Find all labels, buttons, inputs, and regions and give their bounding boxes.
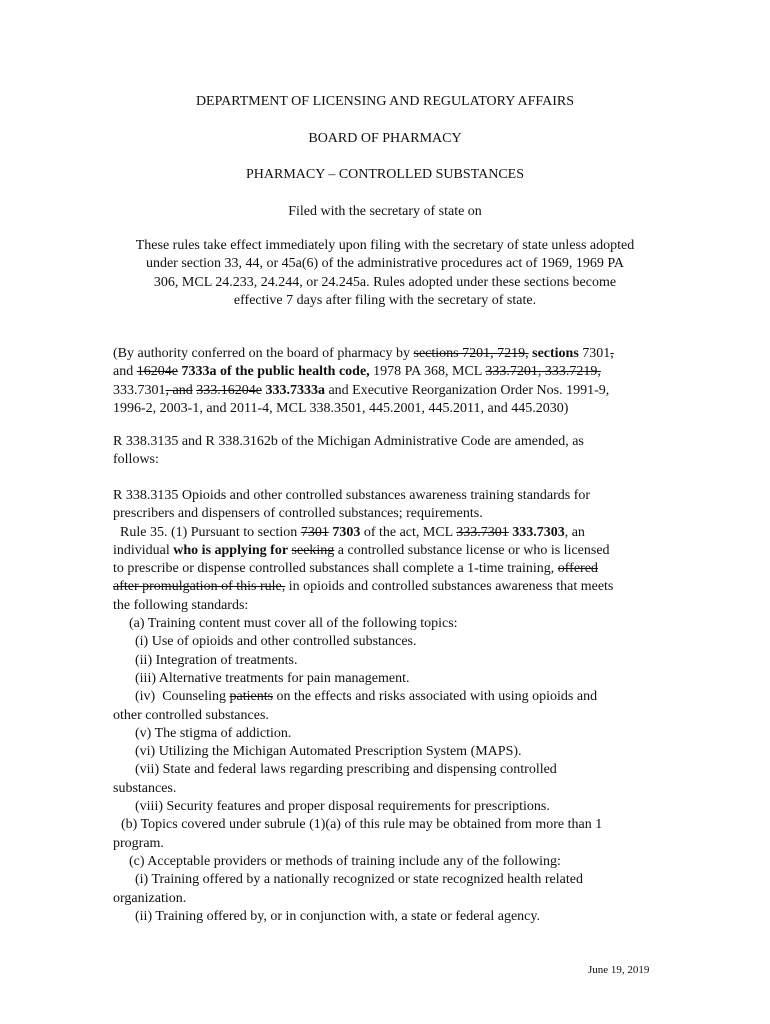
rule-section xyxy=(113,487,658,926)
topic-iv xyxy=(113,688,658,706)
deleted-text: 7301 xyxy=(300,524,329,540)
filed-line: Filed with the secretary of state on xyxy=(288,204,482,219)
added-text: 7333a of the public health code, xyxy=(177,364,370,380)
topic-iv-continued: other controlled substances. xyxy=(113,707,269,723)
added-text: 7303 xyxy=(328,524,361,540)
footer-date: June 19, 2019 xyxy=(588,964,650,976)
topic-a: (a) Training content must cover all of the following topics: xyxy=(129,616,458,632)
rule-text: Rule 35. (1) Pursuant to section xyxy=(113,524,301,540)
effective-line: 306, MCL 24.233, 24.244, or 24.245a. Rules adopted under these sections become xyxy=(153,274,617,290)
rule-text: to prescribe or dispense controlled substances shall complete a 1-time training, xyxy=(113,561,558,577)
deleted-text: 333.7201, 333.7219, xyxy=(485,364,601,380)
authority-line xyxy=(113,382,658,400)
subrule-c: (c) Acceptable providers or methods of training include any of the following: xyxy=(129,853,561,869)
effective-paragraph xyxy=(0,237,770,310)
authority-line xyxy=(113,363,658,381)
effective-line: These rules take effect immediately upon filing with the secretary of state unless adopted xyxy=(135,238,635,253)
subrule-b-continued: program. xyxy=(113,835,164,851)
added-text: 333.7333a xyxy=(261,382,325,398)
deleted-text: sections 7201, 7219, xyxy=(413,346,529,361)
authority-text: and xyxy=(113,364,137,380)
deleted-text: patients xyxy=(229,689,274,705)
authority-line: 1996-2, 2003-1, and 2011-4, MCL 338.3501, 445.2001, 445.2011, and 445.2030) xyxy=(113,400,569,416)
rule-body-line xyxy=(113,524,658,542)
added-text: 333.7303 xyxy=(508,524,565,540)
deleted-text: 333.7301 xyxy=(456,524,509,540)
subrule-c-i: (i) Training offered by a nationally recognized or state recognized health related xyxy=(135,872,583,888)
deleted-text: , and xyxy=(165,382,193,398)
subrule-b: (b) Topics covered under subrule (1)(a) of this rule may be obtained from more than 1 xyxy=(121,817,603,833)
rule-text: individual xyxy=(113,542,174,558)
topic-iii: (iii) Alternative treatments for pain management. xyxy=(135,670,410,686)
rule-body-line xyxy=(113,560,658,578)
deleted-text: , xyxy=(610,346,614,361)
subrule-c-i-continued: organization. xyxy=(113,890,187,906)
rule-text: a controlled substance license or who is licensed xyxy=(334,542,610,558)
rule-text: of the act, MCL xyxy=(360,524,457,540)
rule-body-line: the following standards: xyxy=(113,597,249,613)
topic-vi: (vi) Utilizing the Michigan Automated Prescription System (MAPS). xyxy=(135,744,522,760)
authority-text: 333.7301 xyxy=(113,382,166,398)
rule-text: , an xyxy=(564,524,585,540)
authority-text: and Executive Reorganization Order Nos. 1991-9, xyxy=(324,382,610,398)
authority-paragraph xyxy=(113,345,658,418)
subject-heading: PHARMACY – CONTROLLED SUBSTANCES xyxy=(245,167,524,182)
authority-text: (By authority conferred on the board of pharmacy by xyxy=(113,346,414,361)
amended-line: R 338.3135 and R 338.3162b of the Michigan Administrative Code are amended, as xyxy=(113,434,584,449)
subrule-c-ii: (ii) Training offered by, or in conjunction with, a state or federal agency. xyxy=(135,908,540,924)
effective-line: effective 7 days after filing with the secretary of state. xyxy=(233,292,537,308)
board-heading: BOARD OF PHARMACY xyxy=(308,131,462,146)
deleted-text: 333.16204e xyxy=(196,382,262,398)
deleted-text: after promulgation of this rule, xyxy=(113,579,286,595)
rule-body-line xyxy=(113,542,658,560)
rule-title-line: prescribers and dispensers of controlled substances; requirements. xyxy=(113,506,483,522)
topic-i: (i) Use of opioids and other controlled substances. xyxy=(135,634,417,650)
effective-line: under section 33, 44, or 45a(6) of the administrative procedures act of 1969, 1969 PA xyxy=(145,256,625,272)
rule-title-line: R 338.3135 Opioids and other controlled substances awareness training standards for xyxy=(113,488,591,503)
topic-text: (iv) Counseling xyxy=(135,689,230,705)
deleted-text: seeking xyxy=(291,542,335,558)
authority-line xyxy=(113,345,658,363)
deleted-text: offered xyxy=(557,561,598,577)
added-text: sections xyxy=(528,346,579,361)
topic-ii: (ii) Integration of treatments. xyxy=(135,652,298,668)
deleted-text: 16204e xyxy=(136,364,178,380)
amended-line: follows: xyxy=(113,452,159,468)
topic-viii: (viii) Security features and proper disposal requirements for prescriptions. xyxy=(135,799,550,815)
topic-text: on the effects and risks associated with using opioids and xyxy=(273,689,598,705)
topic-v: (v) The stigma of addiction. xyxy=(135,725,292,741)
authority-text: 7301 xyxy=(578,346,611,361)
department-heading: DEPARTMENT OF LICENSING AND REGULATORY AFFAIRS xyxy=(195,94,575,109)
amended-paragraph xyxy=(113,433,658,470)
added-text: who is applying for xyxy=(173,542,289,558)
authority-text: 1978 PA 368, MCL xyxy=(369,364,486,380)
rule-text: in opioids and controlled substances awareness that meets xyxy=(285,579,614,595)
topic-vii: (vii) State and federal laws regarding prescribing and dispensing controlled xyxy=(135,762,557,778)
topic-vii-continued: substances. xyxy=(113,780,177,796)
rule-body-line xyxy=(113,578,658,596)
